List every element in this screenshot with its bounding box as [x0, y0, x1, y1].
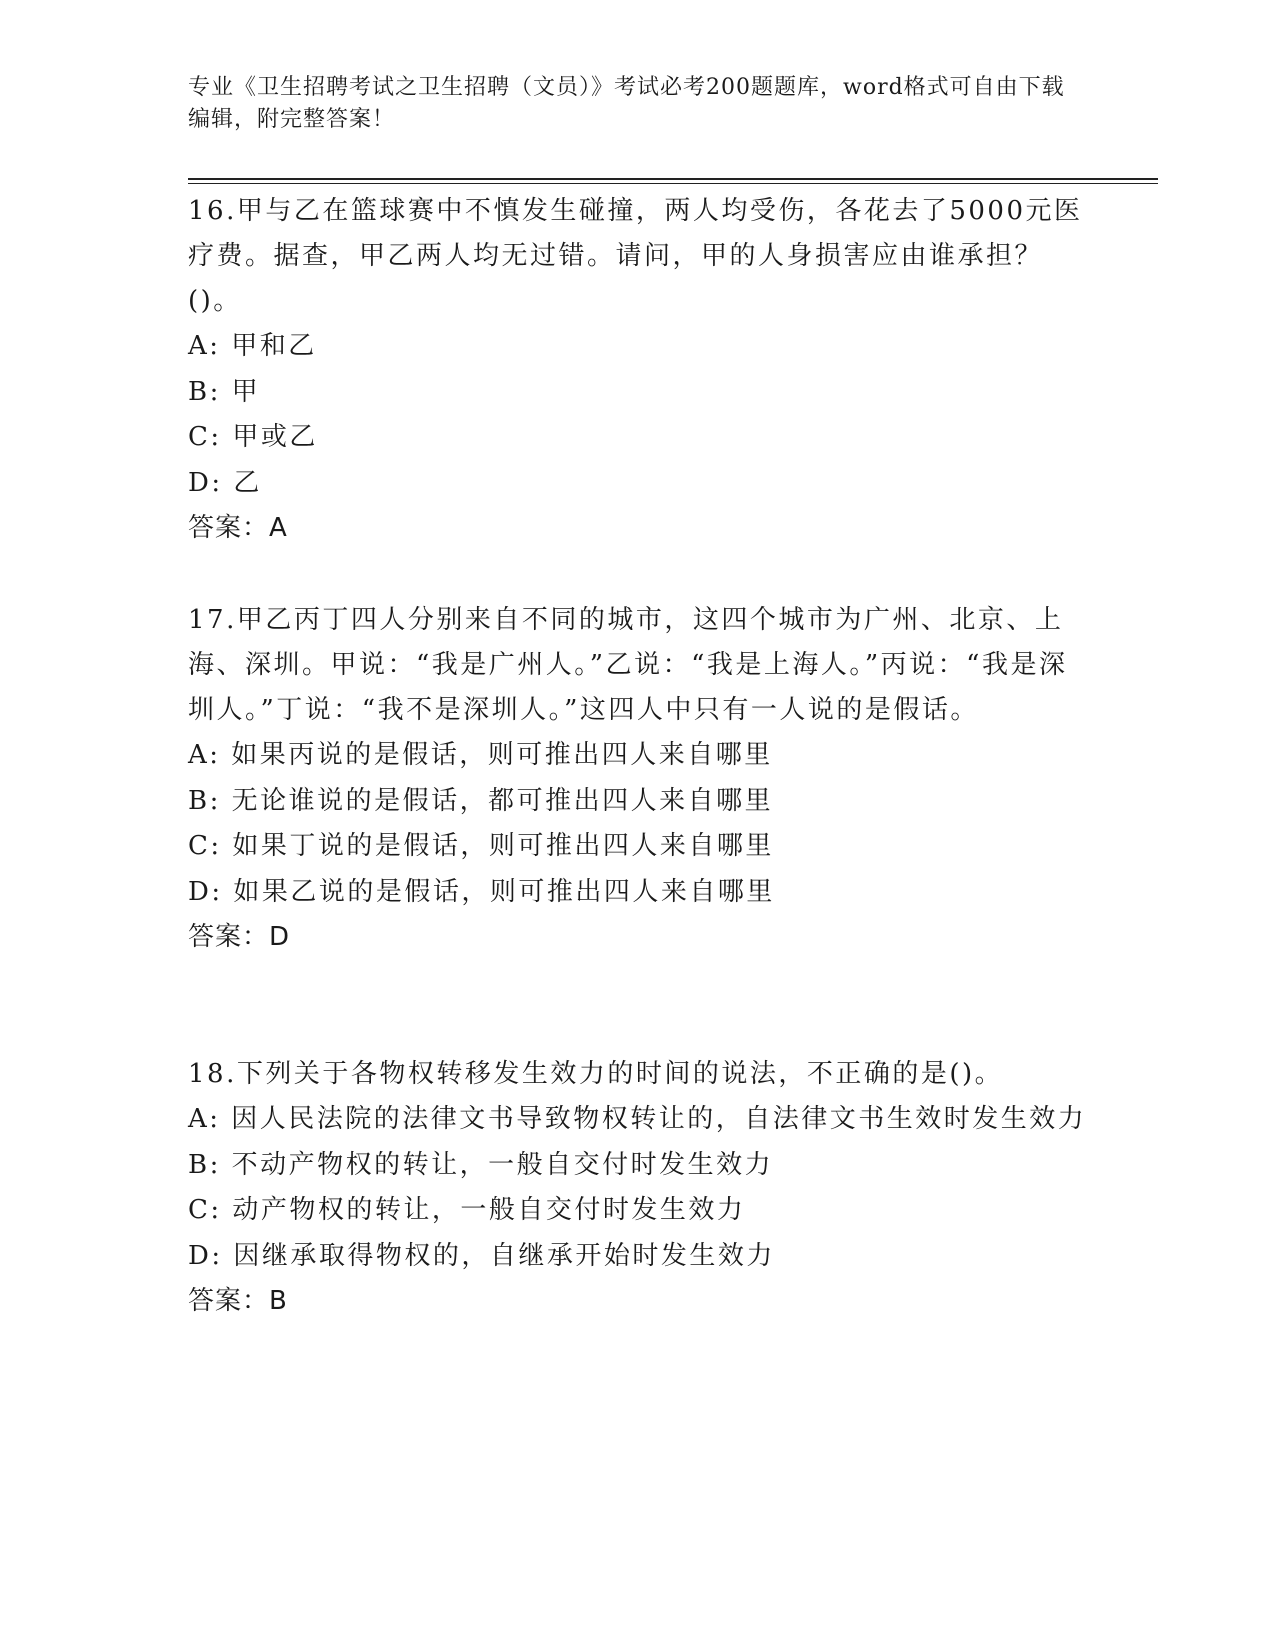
question-stem: 18.下列关于各物权转移发生效力的时间的说法，不正确的是()。: [188, 1059, 1004, 1089]
question-17: [188, 598, 1088, 960]
option-d: D: 乙: [188, 467, 262, 498]
option-c: C: 动产物权的转让，一般自交付时发生效力: [188, 1195, 746, 1225]
option-a: A: 因人民法院的法律文书导致物权转让的，自法律文书生效时发生效力: [188, 1104, 1087, 1134]
option-a: A: 甲和乙: [188, 331, 317, 361]
option-b: B: 不动产物权的转让，一般自交付时发生效力: [188, 1149, 774, 1180]
header-divider-thick: [188, 178, 1158, 180]
question-18: [188, 1052, 1088, 1324]
header-divider-thin: [188, 183, 1158, 184]
answer-line: 答案：B: [188, 1286, 288, 1316]
answer-line: 答案：A: [188, 513, 288, 543]
question-16: [188, 189, 1088, 551]
question-stem: 17.甲乙丙丁四人分别来自不同的城市，这四个城市为广州、北京、上海、深圳。甲说：“我是广州人。”乙说：“我是上海人。”丙说：“我是深圳人。”丁说：“我不是深圳人。”这四人中只有一人说的是假话。: [188, 605, 1068, 725]
option-c: C: 甲或乙: [188, 422, 318, 452]
option-d: D: 如果乙说的是假话，则可推出四人来自哪里: [188, 876, 775, 907]
option-d: D: 因继承取得物权的，自继承开始时发生效力: [188, 1240, 775, 1271]
option-a: A: 如果丙说的是假话，则可推出四人来自哪里: [188, 740, 773, 770]
answer-line: 答案：D: [188, 922, 291, 952]
option-b: B: 无论谁说的是假话，都可推出四人来自哪里: [188, 785, 774, 816]
option-c: C: 如果丁说的是假话，则可推出四人来自哪里: [188, 831, 774, 861]
option-b: B: 甲: [188, 376, 261, 407]
question-stem: 16.甲与乙在篮球赛中不慎发生碰撞，两人均受伤，各花去了5000元医疗费。据查，甲乙两人均无过错。请问，甲的人身损害应由谁承担？()。: [188, 196, 1083, 316]
document-header: 专业《卫生招聘考试之卫生招聘（文员）》考试必考200题题库，word格式可自由下载编辑，附完整答案！: [188, 75, 1065, 132]
